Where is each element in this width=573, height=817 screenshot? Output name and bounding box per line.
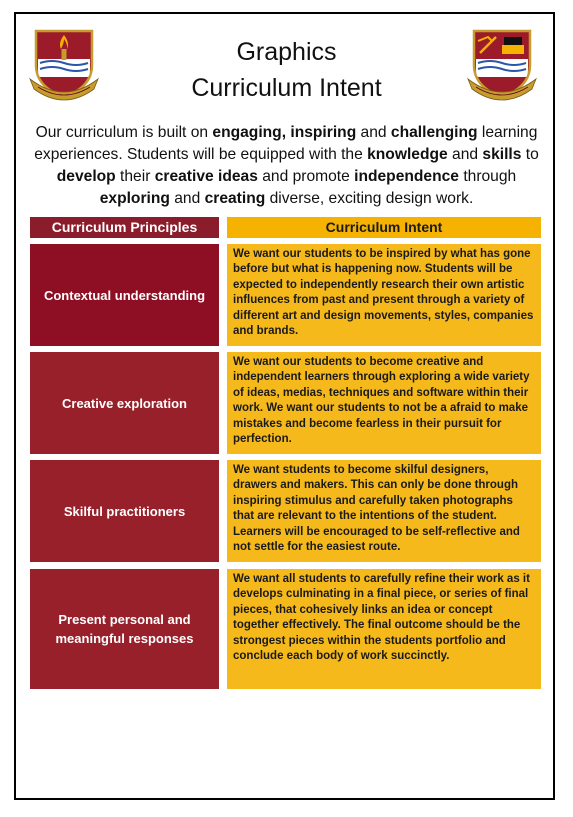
intro-emphasis: independence — [354, 168, 459, 185]
title-line-1: Graphics — [236, 38, 337, 66]
principle-creative-exploration: Creative exploration — [30, 352, 219, 454]
intent-contextual-understanding: We want our students to be inspired by what has gone before but what is happening now. Students will be expected to independently research their own artistic influences from past and present through a variety of different art and design movements, styles, companies and brands. — [227, 244, 541, 346]
intro-text: their — [115, 168, 155, 185]
intent-skilful-practitioners: We want students to become skilful designers, drawers and makers. This can only be done through inspiring stimulus and carefully taken photographs that are relevant to the intentions of the student. Learners will be encouraged to be self-reflective and not settle for the easiest route. — [227, 460, 541, 562]
intro-text: learning experiences. Students will be equipped with the — [34, 124, 538, 163]
intent-creative-exploration: We want our students to become creative and independent learners through exploring a wide variety of ideas, medias, techniques and software within their work. We want our students to not be a afraid to make mistakes and become fearless in their pursuit for perfection. — [227, 352, 541, 454]
intro-emphasis: challenging — [390, 124, 478, 141]
page-title — [120, 34, 453, 106]
intro-text: through — [458, 168, 517, 185]
title-line-2: Curriculum Intent — [191, 74, 382, 102]
school-crest-left-icon — [28, 25, 100, 101]
intro-paragraph — [26, 122, 547, 210]
principle-contextual-understanding: Contextual understanding — [30, 244, 219, 346]
intro-emphasis: creating — [204, 190, 266, 207]
intro-emphasis: engaging, inspiring — [212, 124, 357, 141]
intro-text: to — [521, 146, 539, 163]
intro-emphasis: exploring — [99, 190, 170, 207]
principle-skilful-practitioners: Skilful practitioners — [30, 460, 219, 562]
intent-column-header: Curriculum Intent — [227, 217, 541, 238]
intro-text: Our curriculum is built on — [35, 124, 213, 141]
intro-text: and — [447, 146, 483, 163]
principle-present-personal-responses: Present personal and meaningful responses — [30, 569, 219, 689]
intro-emphasis: skills — [482, 146, 522, 163]
principles-column-header: Curriculum Principles — [30, 217, 219, 238]
school-crest-right-icon — [466, 25, 538, 101]
intro-emphasis: knowledge — [367, 146, 448, 163]
intro-text: and promote — [257, 168, 355, 185]
intro-text: and — [169, 190, 205, 207]
intent-present-personal-responses: We want all students to carefully refine their work as it develops culminating in a final piece, or series of final pieces, that cohesively links an idea or concept together effectively. The final outcome should be the strongest pieces within the students portfolio and conclude each body of work succinctly. — [227, 569, 541, 689]
intro-text: and — [356, 124, 391, 141]
intro-emphasis: develop — [56, 168, 116, 185]
intro-emphasis: creative ideas — [154, 168, 258, 185]
intro-text: diverse, exciting design work. — [265, 190, 474, 207]
